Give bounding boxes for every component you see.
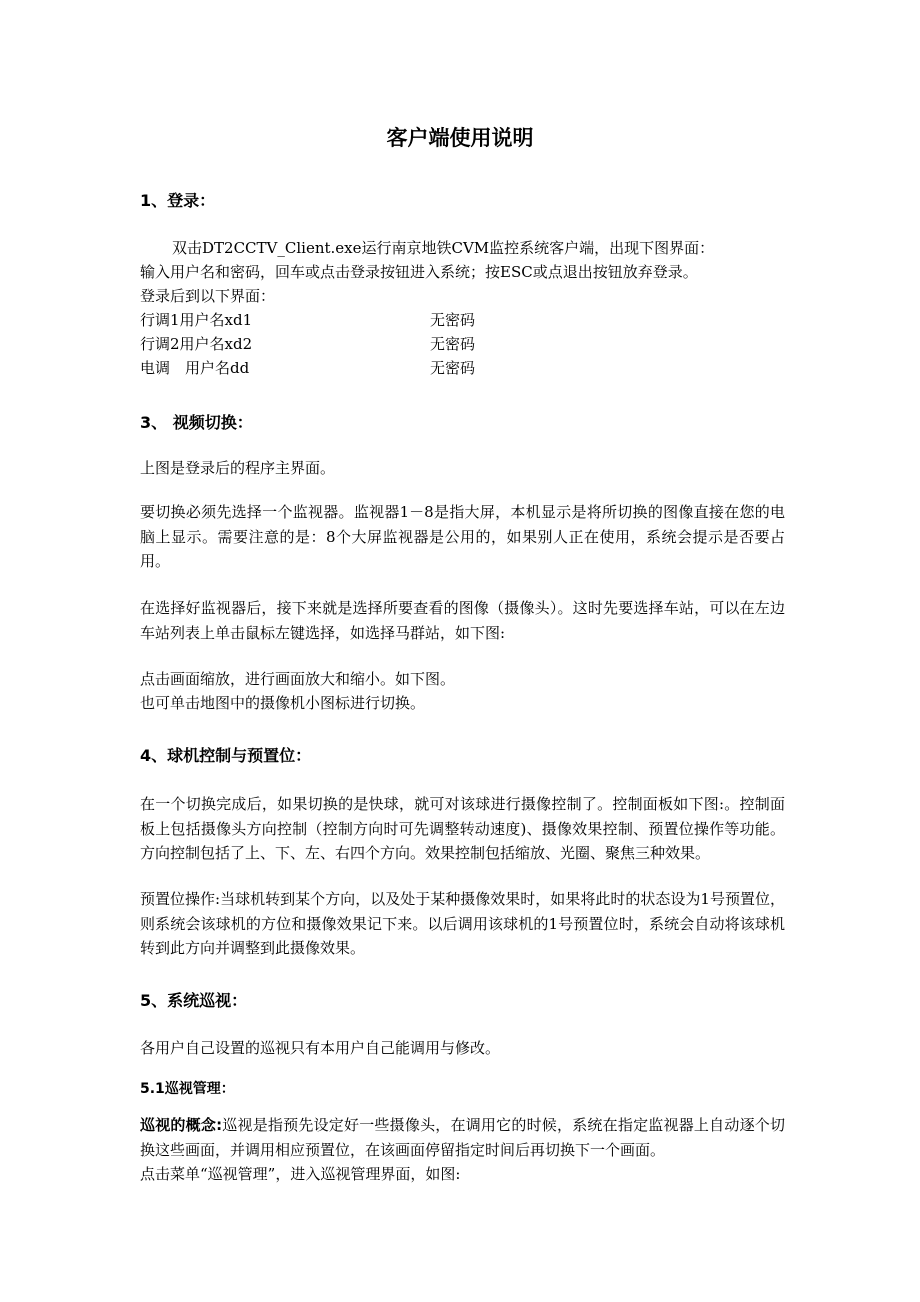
- paragraph: 上图是登录后的程序主界面。: [140, 459, 336, 477]
- section-1-heading: 1、登录：: [140, 191, 216, 210]
- user-row: [140, 332, 785, 356]
- paragraph: 要切换必须先选择一个监视器。监视器1－8是指大屏，本机显示是将所切换的图像直接在您的电脑上显示。需要注意的是：8个大屏监视器是公用的，如果别人正在使用，系统会提示是否要占用。: [140, 503, 785, 570]
- login-intro: 双击DT2CCTV_Client.exe运行南京地铁CVM监控系统客户端，出现下图界面：: [172, 239, 715, 257]
- user-password: 无密码: [430, 359, 476, 377]
- concept-text: 巡视是指预先设定好一些摄像头，在调用它的时候，系统在指定监视器上自动逐个切换这些画面，并调用相应预置位，在该画面停留指定时间后再切换下一个画面。: [140, 1116, 785, 1159]
- user-role: 行调1用户名xd1: [140, 311, 253, 329]
- section-5-heading: 5、系统巡视：: [140, 991, 248, 1010]
- login-after: 登录后到以下界面：: [140, 287, 276, 305]
- paragraph: 也可单击地图中的摄像机小图标进行切换。: [140, 694, 426, 712]
- subsection-heading: 5.1巡视管理：: [140, 1081, 235, 1097]
- user-role: 电调 用户名dd: [140, 359, 250, 377]
- user-password: 无密码: [430, 335, 476, 353]
- user-row: [140, 308, 785, 332]
- paragraph: 点击菜单“巡视管理”，进入巡视管理界面，如图:: [140, 1165, 461, 1183]
- paragraph: 预置位操作:当球机转到某个方向，以及处于某种摄像效果时，如果将此时的状态设为1号预置位，则系统会该球机的方位和摄像效果记下来。以后调用该球机的1号预置位时，系统会自动将该球机转到此方向并调整到此摄像效果。: [140, 890, 785, 957]
- user-password: 无密码: [430, 311, 476, 329]
- paragraph: [140, 1113, 785, 1162]
- login-instructions: 输入用户名和密码，回车或点击登录按钮进入系统；按ESC或点退出按钮放弃登录。: [140, 263, 698, 281]
- user-row: [140, 356, 785, 380]
- section-3-heading: 3、 视频切换：: [140, 413, 253, 432]
- section-4-heading: 4、球机控制与预置位：: [140, 746, 312, 765]
- concept-label: 巡视的概念:: [140, 1116, 223, 1134]
- paragraph: 在一个切换完成后，如果切换的是快球，就可对该球进行摄像控制了。控制面板如下图:。控制面板上包括摄像头方向控制（控制方向时可先调整转动速度)、摄像效果控制、预置位操作等功能。方向控制包括了上、下、左、右四个方向。效果控制包括缩放、光圈、聚焦三种效果。: [140, 795, 785, 862]
- paragraph: 各用户自己设置的巡视只有本用户自己能调用与修改。: [140, 1039, 501, 1057]
- page-title: 客户端使用说明: [386, 126, 534, 150]
- paragraph: 在选择好监视器后，接下来就是选择所要查看的图像（摄像头）。这时先要选择车站，可以在左边车站列表上单击鼠标左键选择，如选择马群站，如下图:: [140, 599, 785, 642]
- paragraph: 点击画面缩放，进行画面放大和缩小。如下图。: [140, 670, 456, 688]
- user-role: 行调2用户名xd2: [140, 335, 253, 353]
